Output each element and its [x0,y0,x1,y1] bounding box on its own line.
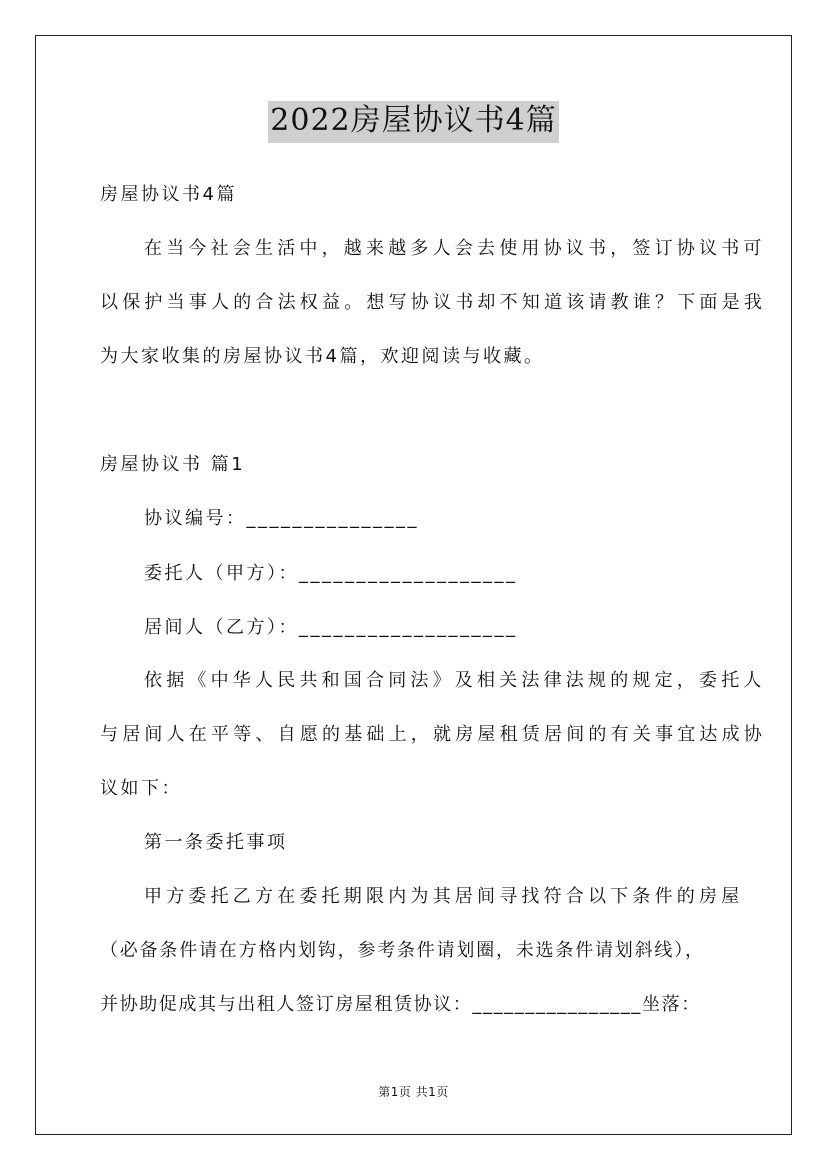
article1-line-2: （必备条件请在方格内划钩，参考条件请划圈，未选条件请划斜线）， [100,940,705,961]
document-title [0,100,827,143]
page-footer: 第1页 共1页 [378,1085,449,1099]
article1-line-3: 并协助促成其与出租人签订房屋租赁协议：________________坐落： [100,994,701,1015]
article1-line-1: 甲方委托乙方在委托期限内为其居间寻找符合以下条件的房屋 [144,886,744,907]
section-heading: 房屋协议书 篇1 [100,454,246,475]
principal-field: 委托人（甲方）：___________________ [144,563,518,584]
broker-field: 居间人（乙方）：___________________ [144,617,518,638]
intro-line-1: 在当今社会生活中，越来越多人会去使用协议书，签订协议书可 [144,238,766,259]
basis-line-1: 依据《中华人民共和国合同法》及相关法律法规的规定，委托人 [144,670,766,691]
subtitle: 房屋协议书4篇 [100,184,237,205]
basis-line-3: 议如下： [100,778,182,799]
intro-line-3: 为大家收集的房屋协议书4篇，欢迎阅读与收藏。 [100,346,545,367]
article1-heading: 第一条委托事项 [144,832,288,853]
document-title-text: 2022房屋协议书4篇 [268,101,558,143]
basis-line-2: 与居间人在平等、自愿的基础上，就房屋租赁居间的有关事宜达成协 [100,724,766,745]
intro-line-2: 以保护当事人的合法权益。想写协议书却不知道该请教谁？下面是我 [100,292,766,313]
agreement-number-field: 协议编号：_______________ [144,508,419,529]
